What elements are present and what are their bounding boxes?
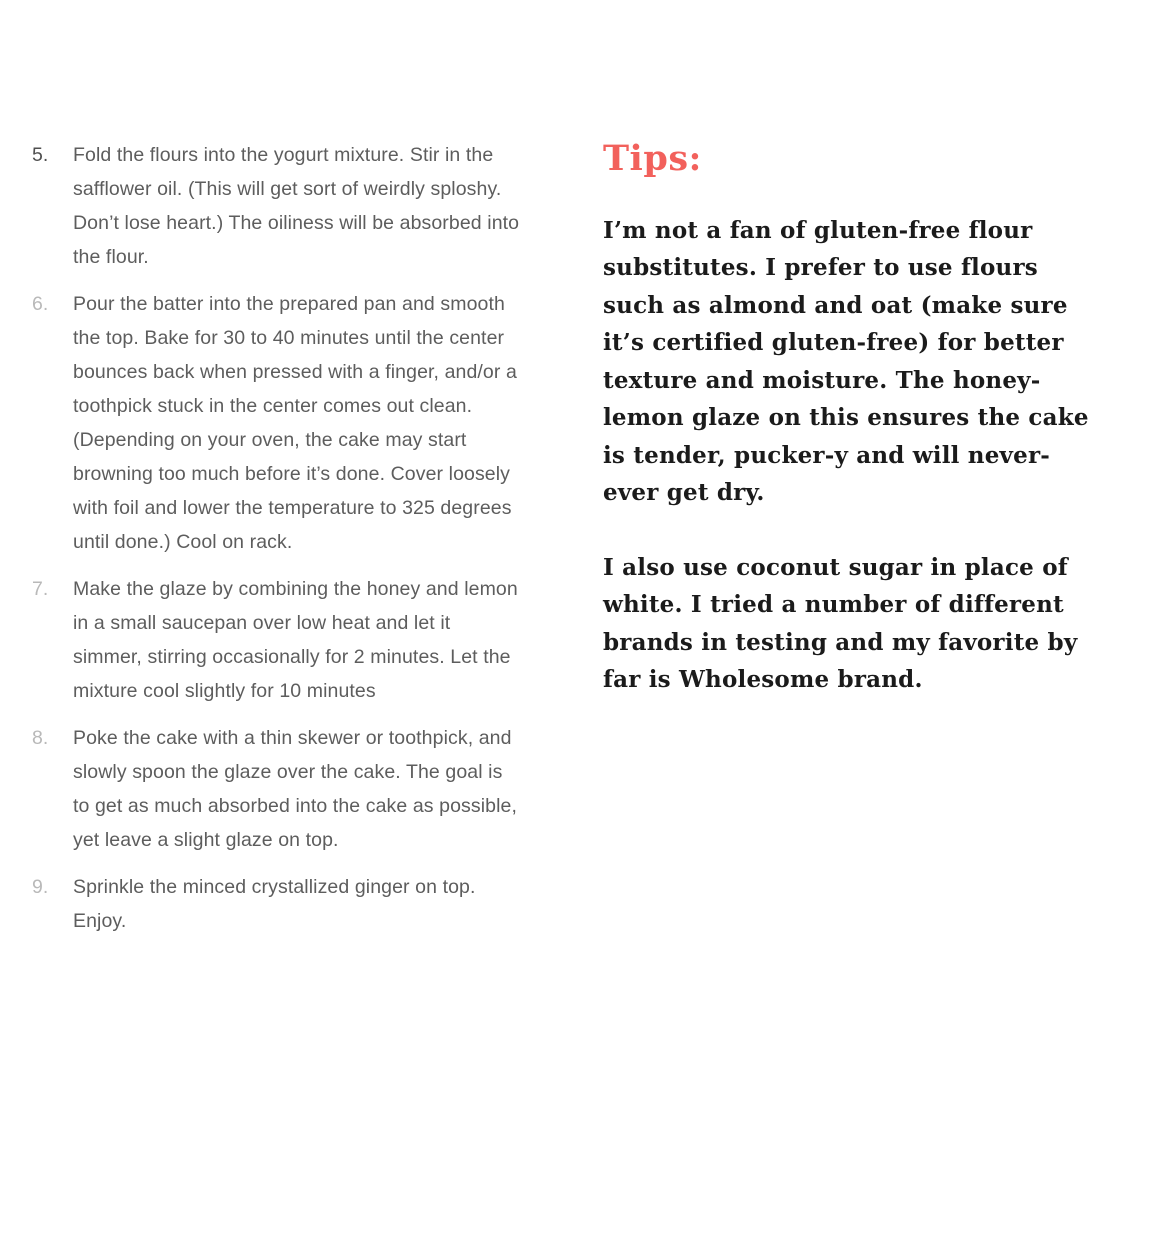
instruction-step-5 — [32, 138, 521, 274]
tips-paragraph-2: I also use coconut sugar in place of white. I tried a number of different brands in testing and my favorite by far is Wholesome brand. — [603, 553, 1078, 693]
step-text: Pour the batter into the prepared pan and smooth the top. Bake for 30 to 40 minutes until the center bounces back when pressed with a finger, and/or a toothpick stuck in the center comes out clean. (Depending on your oven, the cake may start browning too much before it’s done. Cover loosely with foil and lower the temperature to 325 degrees until done.) Cool on rack. — [73, 293, 517, 553]
instructions-list — [32, 138, 521, 951]
tips-heading: Tips: — [603, 138, 702, 179]
step-number: 7. — [32, 578, 49, 600]
instruction-steps — [32, 138, 521, 938]
step-text: Make the glaze by combining the honey and lemon in a small saucepan over low heat and let it simmer, stirring occasionally for 2 minutes. Let the mixture cool slightly for 10 minutes — [73, 578, 518, 702]
step-number: 5. — [32, 144, 49, 166]
instruction-step-6 — [32, 287, 521, 559]
tips-paragraph-1: I’m not a fan of gluten-free flour substitutes. I prefer to use flours such as almond and oat (make sure it’s certified gluten-free) for better texture and moisture. The honey-lemon glaze on this ensures the cake is tender, pucker-y and will never-ever get dry. — [603, 216, 1089, 506]
step-number: 6. — [32, 293, 49, 315]
instruction-step-7 — [32, 572, 521, 708]
instruction-step-8 — [32, 721, 521, 857]
tips-section — [603, 138, 1096, 736]
step-text: Poke the cake with a thin skewer or toothpick, and slowly spoon the glaze over the cake. The goal is to get as much absorbed into the cake as possible, yet leave a slight glaze on top. — [73, 727, 518, 851]
step-text: Sprinkle the minced crystallized ginger on top. Enjoy. — [73, 876, 476, 932]
step-number: 9. — [32, 876, 49, 898]
instruction-step-9 — [32, 870, 521, 938]
step-number: 8. — [32, 727, 49, 749]
step-text: Fold the flours into the yogurt mixture. Stir in the safflower oil. (This will get sort of weirdly sploshy. Don’t lose heart.) The oiliness will be absorbed into the flour. — [73, 144, 520, 268]
